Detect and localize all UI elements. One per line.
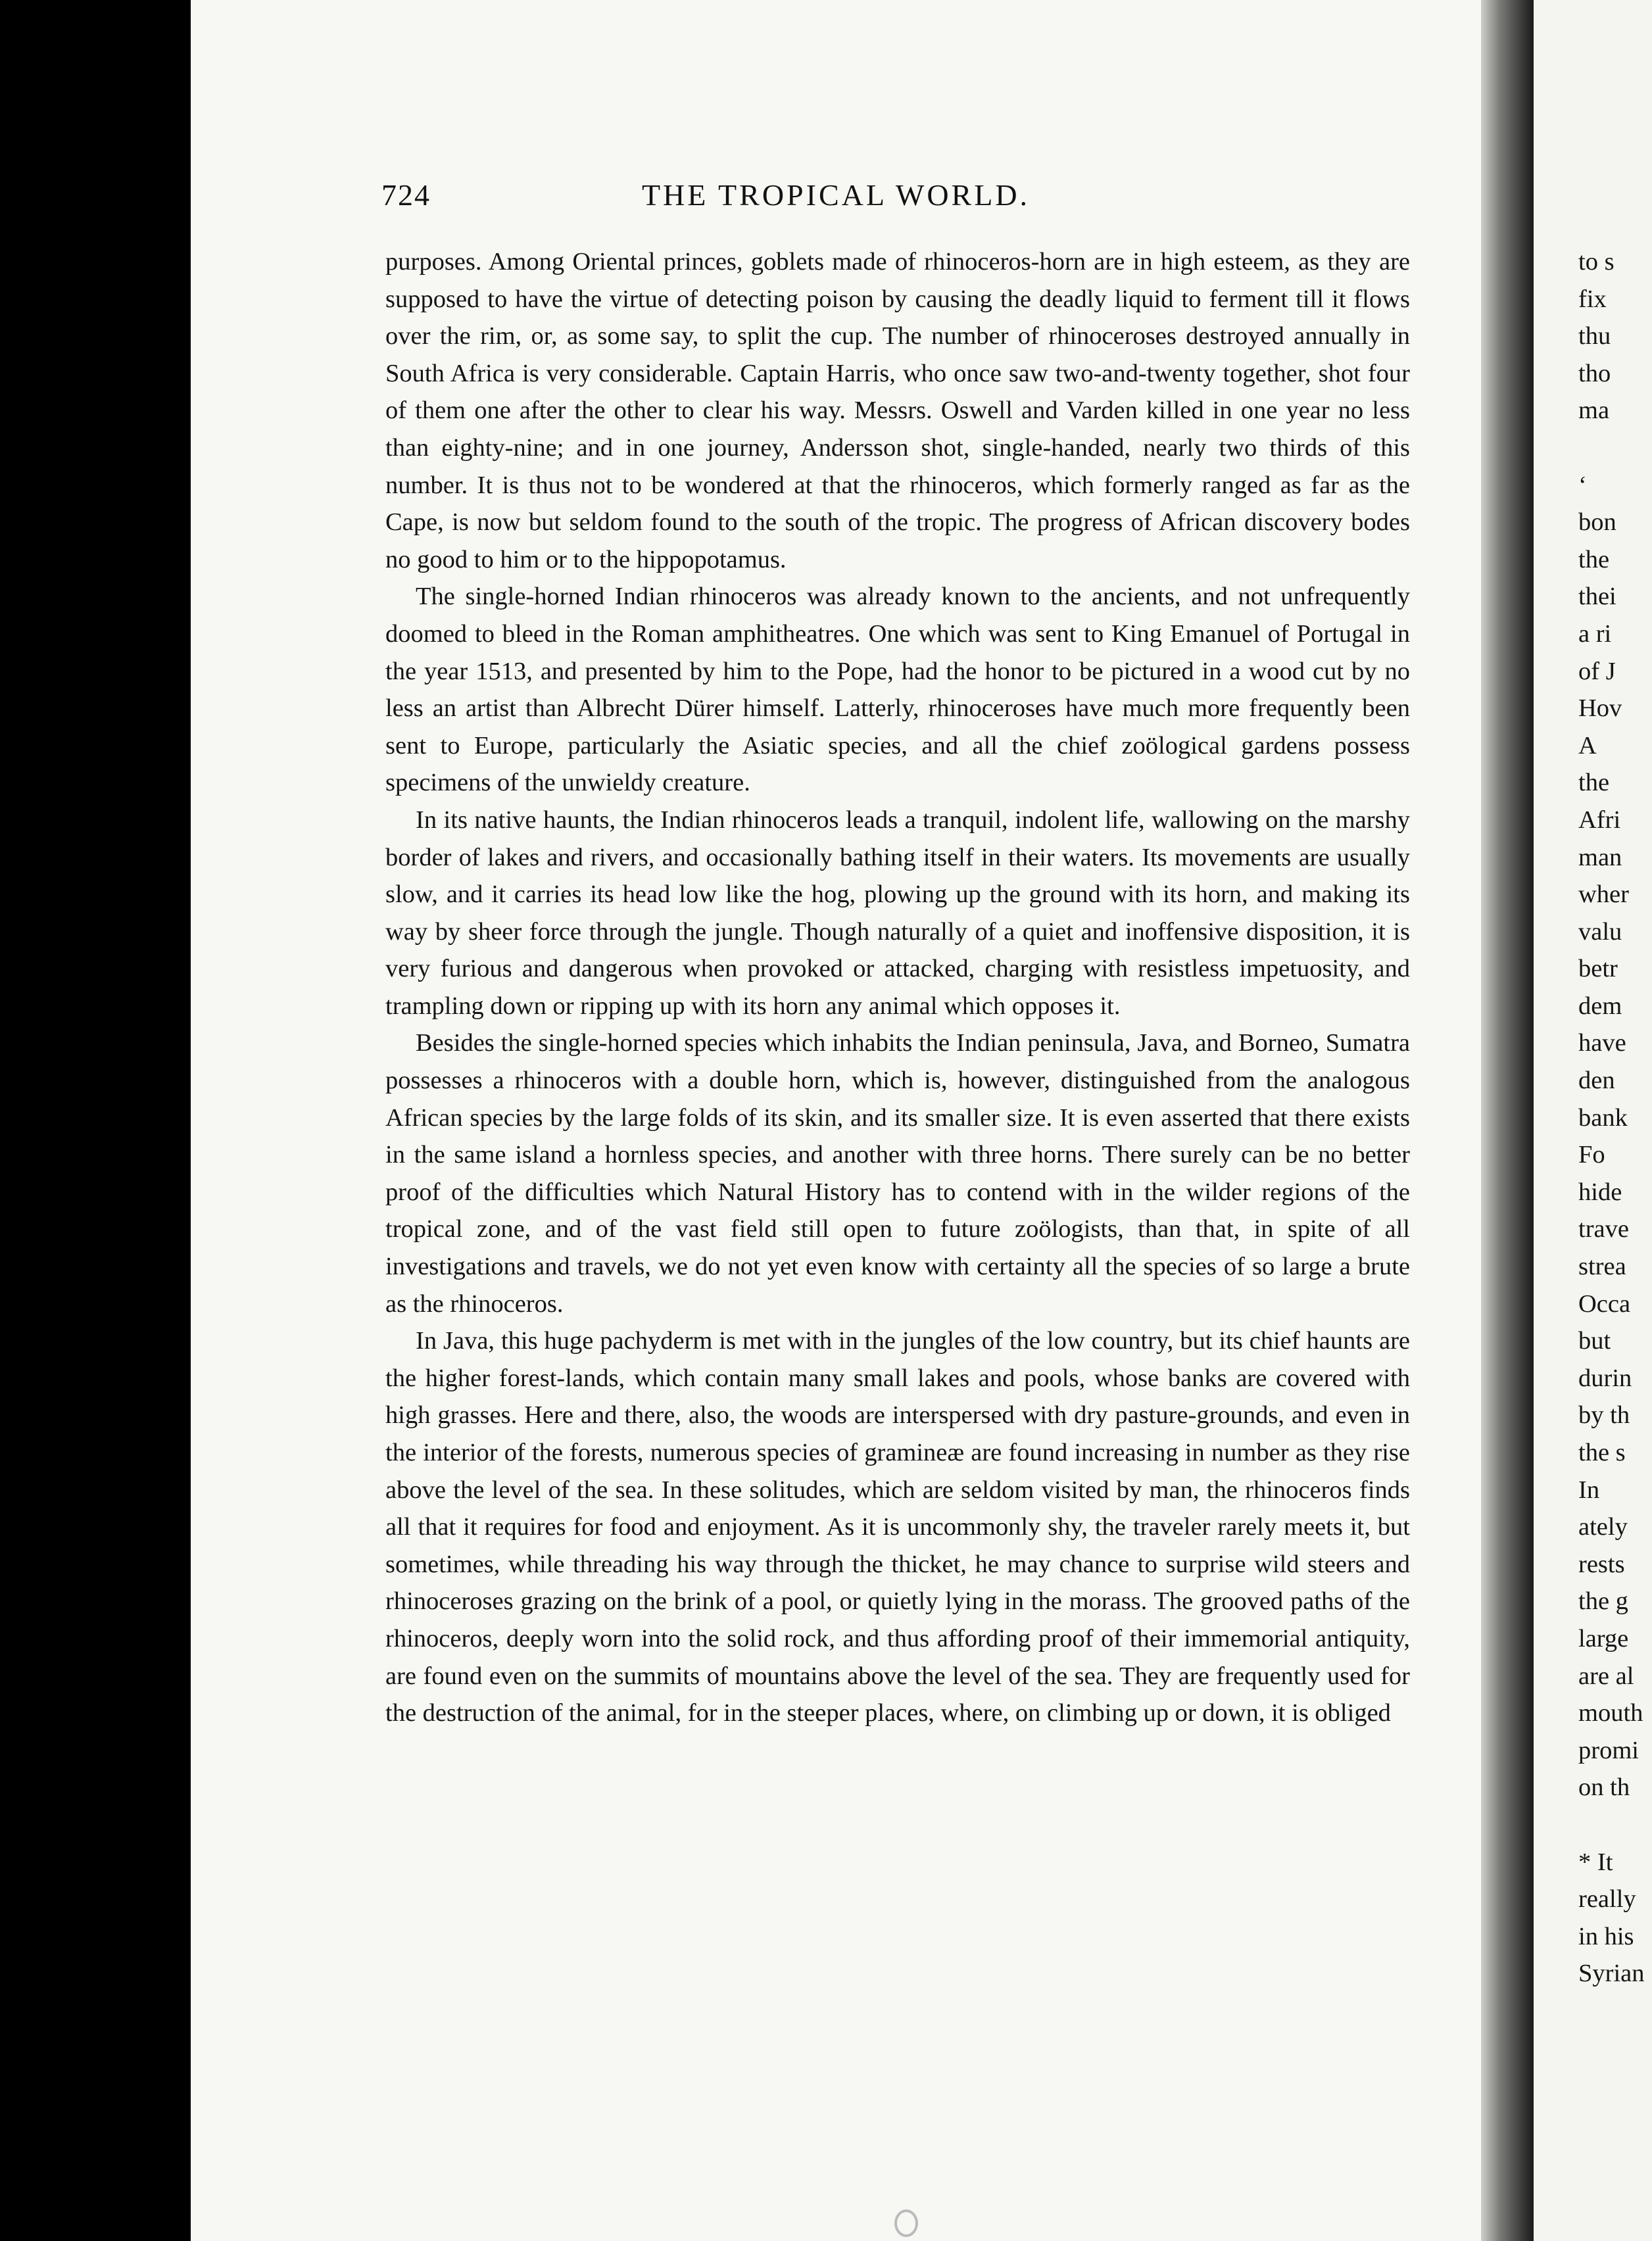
right-page-line: in his [1578,1922,1634,1950]
right-page-line: ‘ [1578,471,1587,499]
right-page-line: wher [1578,880,1629,909]
right-page-line: valu [1578,917,1622,946]
paragraph: Besides the single-horned species which inhabits the Indian peninsula, Java, and Borneo, Sumatra possesses a rhinoceros with a double horn, which is, however, distinguished from the analogous African species by the large folds of its skin, and its smaller size. It is even asserted that there exists in the same island a hornless species, and another with three horns. There surely can be no better proof of the difficulties which Natural History has to contend with in the wilder regions of the tropical zone, and of the vast field still open to future zoölogists, than that, in spite of all investigations and travels, we do not yet even know with certainty all the species of so large a brute as the rhinoceros. [385,1029,1410,1318]
right-page-line: but [1578,1327,1611,1355]
right-page-line: by th [1578,1401,1630,1430]
right-page-line: the g [1578,1587,1628,1616]
right-page-line: ma [1578,397,1610,425]
right-page-line: Occa [1578,1289,1631,1318]
right-page-line: hide [1578,1178,1622,1206]
right-page-line: large [1578,1624,1629,1652]
right-page-line [1578,1806,1652,1844]
paragraph: In its native haunts, the Indian rhinoceros leads a tranquil, indolent life, wallowing on the marshy border of lakes and rivers, and occasionally bathing itself in their waters. Its movements are usually slow, and it carries its head low like the hog, plowing up the ground with its horn, and making its way by sheer force through the jungle. Though naturally of a quiet and inoffensive disposition, it is very furious and dangerous when provoked or attacked, charging with resistless impetuosity, and trampling down or ripping up with its horn any animal which opposes it. [385,806,1410,1020]
right-page-line: to s [1578,248,1615,276]
right-page-line: strea [1578,1253,1626,1281]
paragraph: The single-horned Indian rhinoceros was already known to the ancients, and not unfrequently doomed to bleed in the Roman amphitheatres. One which was sent to King Emanuel of Portugal in the year 1513, and presented by him to the Pope, had the honor to be pictured in a wood cut by no less an artist than Albrecht Dürer himself. Latterly, rhinoceroses have much more frequently been sent to Europe, particularly the Asiatic species, and all the chief zoölogical gardens possess specimens of the unwieldy creature. [385,583,1410,797]
right-page-line: betr [1578,955,1618,983]
running-title: THE TROPICAL WORLD. [641,178,1031,212]
right-page-line: are al [1578,1662,1634,1690]
right-page-line: mouth [1578,1699,1643,1727]
right-page-line: man [1578,843,1622,871]
right-page-line: rests [1578,1550,1625,1578]
right-page-line: * It [1578,1848,1613,1876]
right-page-line [1578,429,1652,467]
right-page-line: ately [1578,1513,1628,1541]
running-head [191,178,1481,224]
right-page-line: Afri [1578,806,1621,834]
right-page-line: fix [1578,285,1607,313]
right-page-line: In [1578,1476,1600,1504]
right-page-line: Fo [1578,1141,1605,1169]
right-page-text-fragments [1578,243,1652,1992]
right-page-line: trave [1578,1215,1629,1243]
right-page-line: the s [1578,1439,1626,1466]
book-gutter [1481,0,1534,2241]
right-page-line: on th [1578,1773,1630,1802]
right-page-line: dem [1578,992,1622,1020]
right-page-line: thu [1578,322,1611,350]
right-page-line: the [1578,769,1610,797]
right-page-line: a ri [1578,619,1612,648]
right-page-line: A [1578,731,1597,759]
body-text [385,243,1410,1732]
right-page-line: the [1578,545,1610,573]
right-page-line: bon [1578,508,1616,537]
paragraph: purposes. Among Oriental princes, goblets made of rhinoceros-horn are in high esteem, as they are supposed to have the virtue of detecting poison by causing the deadly liquid to ferment till it flows over the rim, or, as some say, to split the cup. The number of rhinoceroses destroyed annually in South Africa is very considerable. Captain Harris, who once saw two-and-twenty together, shot four of them one after the other to clear his way. Messrs. Oswell and Varden killed in one year no less than eighty-nine; and in one journey, Andersson shot, single-handed, nearly two thirds of this number. It is thus not to be wondered at that the rhinoceros, which formerly ranged as far as the Cape, is now but seldom found to the south of the tropic. The progress of African discovery bodes no good to him or to the hippopotamus. [385,248,1410,573]
right-page-line: have [1578,1029,1626,1057]
right-page-line: of J [1578,657,1616,685]
right-page-line: Hov [1578,694,1622,723]
page-number: 724 [381,178,431,212]
page-mark-circle [894,2209,918,2237]
right-page-line: bank [1578,1103,1628,1132]
scan-background [0,0,191,2241]
right-page-line: Syrian [1578,1960,1645,1988]
right-page-line: promi [1578,1736,1639,1764]
right-page-line: tho [1578,359,1611,387]
right-page-line: really [1578,1885,1636,1914]
right-page-line: thei [1578,583,1616,611]
paragraph: In Java, this huge pachyderm is met with in the jungles of the low country, but its chief haunts are the higher forest-lands, which contain many small lakes and pools, whose banks are covered with high grasses. Here and there, also, the woods are interspersed with dry pasture-grounds, and even in the interior of the forests, numerous species of gramineæ are found increasing in number as they rise above the level of the sea. In these solitudes, which are seldom visited by man, the rhinoceros finds all that it requires for food and enjoyment. As it is uncommonly shy, the traveler rarely meets it, but sometimes, while threading his way through the thicket, he may chance to surprise wild steers and rhinoceroses grazing on the brink of a pool, or quietly lying in the morass. The grooved paths of the rhinoceros, deeply worn into the solid rock, and thus affording proof of their immemorial antiquity, are found even on the summits of mountains above the level of the sea. They are frequently used for the destruction of the animal, for in the steeper places, where, on climbing up or down, it is obliged [385,1327,1410,1727]
right-page-line: durin [1578,1364,1632,1392]
right-page-line: den [1578,1067,1615,1095]
